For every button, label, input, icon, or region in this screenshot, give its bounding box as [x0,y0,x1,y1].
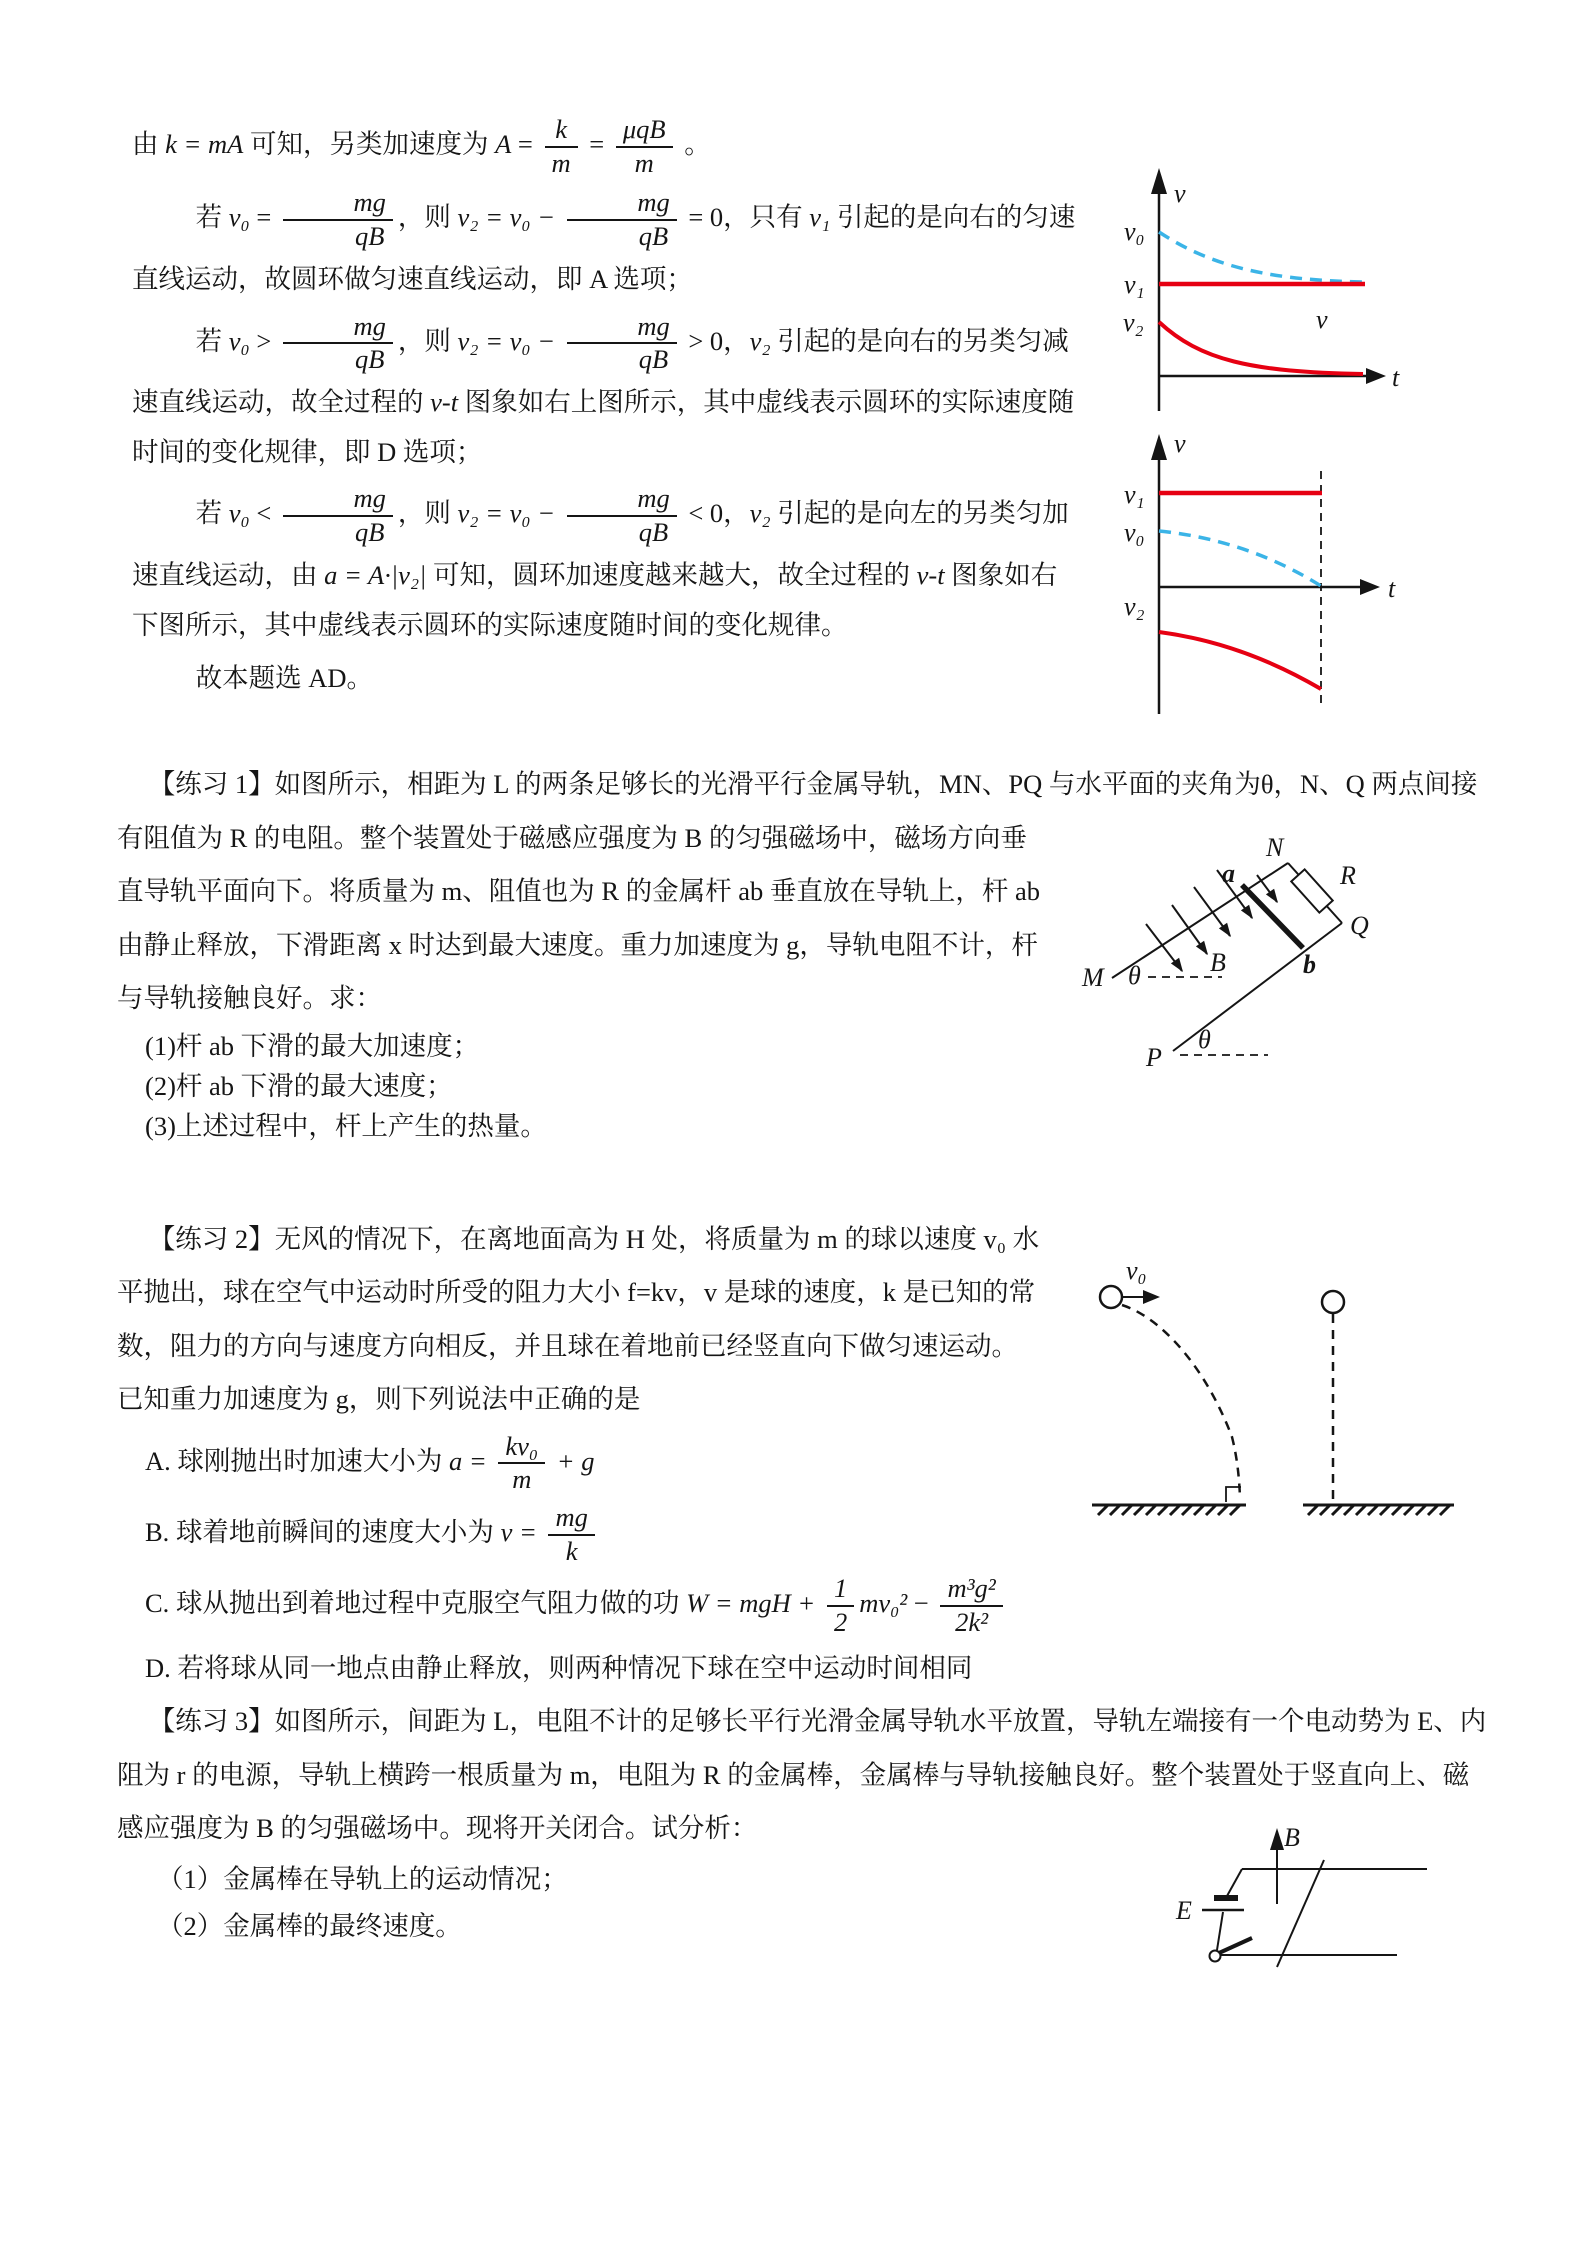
math: a = A·|v₂| [324,559,427,590]
exercise-3-heading: 【练习 3】 [148,1706,275,1737]
math: v₀ [228,325,250,356]
math: = [582,128,611,159]
text: 无风的情况下，在离地面高为 H 处，将质量为 m 的球以速度 v₀ 水平抛出，球在空气中运动时所受的阻力大小 f=kv，v 是球的速度，k 是已知的常数，阻力的方向与速度方向相反，并且球在着地前已经竖直向下做匀速运动。已知重力加速度为 g，则下列说法中正确的是 [117,1223,1040,1415]
ball-thrown [1100,1286,1122,1308]
text: B. [145,1516,176,1547]
ground-left [1092,1505,1246,1515]
text: < 0， [681,498,750,529]
label-B: B [1284,1823,1300,1853]
v0-arrowhead [1143,1290,1160,1304]
text: 若 [195,498,229,529]
math: = [511,128,540,159]
label-B: B [1210,947,1226,977]
text: 由 [132,128,166,159]
text: 球从抛出到着地过程中克服空气阻力做的功 [175,1588,687,1619]
fraction: $\frac{\text{kv₀}}{m}$ [498,1429,545,1498]
math: − [907,1588,936,1619]
fraction: $\frac{mg}{qB}$ [283,481,393,550]
v1-tick-label: v₁ [1124,270,1145,299]
math: v₂ = v₀ − [457,202,562,233]
label-b: b [1303,949,1316,979]
v0-tick-label: v₀ [1124,518,1145,547]
math: v₂ = v₀ − [457,498,562,529]
math: v₂ = v₀ − [457,325,562,356]
vt-graph-figures [1095,114,1495,724]
dashed-actual-velocity-curve [1159,531,1321,586]
math: > [249,325,278,356]
math: + g [550,1445,595,1476]
text: Q 两点间接有阻值为 R 的电阻。整个装置处于磁感应强度为 B 的匀强磁场中，磁场方向垂直导轨平面向下。将质量为 m、阻值也为 R 的金属杆 ab 垂直放在导轨上，杆 ab 由静止释放，下滑距离 x 时达到最大速度。重力加速度为 g，导轨电阻不计，杆与导轨接触良好。求： [117,769,1478,1014]
text: 如图所示，间距为 L，电阻不计的足够长平行光滑金属导轨水平放置，导轨左端接有一个电动势为 E、内阻为 r 的电源，导轨上横跨一根质量为 m，电阻为 R 的金属棒，金属棒与导轨接触良好。 [117,1706,1487,1790]
math: v₂ [749,498,771,529]
text: 图象如右上图所示，其中虚线表示圆环的实际速度随时间的变化规律，即 D 选项； [132,386,1075,467]
fraction: $\frac{mg}{k}$ [548,1500,594,1569]
exercise-3 [117,1695,1495,1951]
fraction: $\frac{\text{μqB}}{m}$ [616,112,673,181]
label-theta-P: θ [1198,1024,1211,1054]
y-axis-label: v [1174,179,1186,208]
label-M: M [1082,962,1104,992]
label-R: R [1340,860,1356,890]
fraction: $\frac{mg}{qB}$ [567,309,677,378]
text: 球刚抛出时加速大小为 [177,1445,450,1476]
label-Q: Q [1350,910,1369,940]
v2-tick-label: v₂ [1124,592,1145,621]
math: v₀ [228,202,250,233]
label-N: N [1266,832,1284,862]
circuit-figure [1125,1806,1495,1996]
text: > 0， [681,325,750,356]
text: D. [145,1652,178,1683]
exercise-1 [117,758,1495,1146]
text: 若 [195,325,229,356]
math: = [249,202,278,233]
text: 可知，另类加速度为 [243,128,496,159]
exercise-2-body [117,1213,1495,1427]
resistor-R [1291,869,1332,912]
text: C. [145,1588,176,1619]
vt-graph-top [1100,114,1495,414]
fraction: $\frac{mg}{qB}$ [567,481,677,550]
question-2: （2）金属棒的最终速度。 [157,1911,462,1942]
battery-branch [1202,1869,1244,1950]
text: 引起的是向左的另类匀加速直线运动，由 [132,498,1069,590]
inclined-rails-figure [1055,818,1495,1088]
ground-right [1303,1505,1454,1515]
text: 引起的是向右的匀速直线运动，故圆环做匀速直线运动，即 A 选项； [132,202,1076,294]
math: a = [449,1445,494,1476]
b-field-arrowhead [1270,1828,1284,1850]
v2-tick-label: v₂ [1123,308,1144,337]
text: 引起的是向右的另类匀减速直线运动，故全过程的 [132,325,1069,417]
question-1: （1）金属棒在导轨上的运动情况； [157,1863,568,1894]
fraction: $\frac{mg}{qB}$ [567,185,677,254]
math: k = mA [165,128,244,159]
x-axis-label: t [1388,574,1396,603]
label-theta-M: θ [1128,960,1141,990]
v1-tick-label: v₁ [1124,480,1145,509]
trajectory-dashed [1122,1305,1240,1497]
math: v-t [916,559,945,590]
label-E: E [1176,1896,1192,1926]
ball-dropped [1322,1291,1344,1313]
label-P: P [1146,1042,1162,1072]
v2-decay-curve [1159,322,1363,374]
math: v-t [430,386,459,417]
math: A [495,128,512,159]
text: 故本题选 AD。 [195,663,373,694]
question-1: (1)杆 ab 下滑的最大加速度； [145,1030,480,1061]
text: 整个装置处于竖直向上、磁感应强度为 B 的匀强磁场中。现将开关闭合。试分析： [117,1759,1470,1844]
projectile-figure [1055,1217,1495,1517]
label-v0: v₀ [1126,1255,1147,1285]
v2-accelerating-curve [1159,632,1321,689]
math: v = [500,1516,544,1547]
math: W = mgH + [686,1588,822,1619]
axes [1151,434,1380,714]
text: 。 [677,128,711,159]
exercise-2 [117,1213,1495,1693]
math: v₀ [228,498,250,529]
solution-section [132,112,1495,704]
text: 如图所示，相距为 L 的两条足够长的光滑平行金属导轨，MN、PQ 与水平面的夹角为θ，N、 [274,769,1346,800]
exercise-1-heading: 【练习 1】 [148,769,275,800]
math: < [249,498,278,529]
text: 图象如右下图所示，其中虚线表示圆环的实际速度随时间的变化规律。 [132,559,1058,640]
switch [1210,1938,1253,1962]
text: 可知，圆环加速度越来越大，故全过程的 [426,559,917,590]
x-axis-label: t [1392,363,1400,392]
fraction: $\frac{1}{2}$ [827,1571,854,1640]
math: v₂ [749,325,771,356]
metal-rod [1277,1860,1324,1967]
text: A. [145,1445,178,1476]
text: ，则 [397,202,458,233]
y-axis-label: v [1174,429,1186,458]
math: v₁ [809,202,831,233]
text: 若将球从同一地点由静止释放，则两种情况下球在空中运动时间相同 [177,1652,973,1683]
math: mv₀² [859,1588,908,1619]
label-a: a [1222,858,1235,888]
fraction: $\frac{k}{m}$ [545,112,578,181]
option-D [145,1643,1495,1693]
v0-tick-label: v₀ [1124,217,1145,246]
rails [1220,1869,1427,1955]
stray-v-label: v [1316,305,1328,334]
fraction: $\frac{mg}{qB}$ [283,185,393,254]
question-3: (3)上述过程中，杆上产生的热量。 [145,1111,547,1142]
exercise-2-heading: 【练习 2】 [148,1223,275,1254]
vt-graph-bottom [1100,414,1495,724]
text: 若 [195,202,229,233]
text: ，则 [397,325,458,356]
text: 球着地前瞬间的速度大小为 [175,1516,501,1547]
fraction: $\frac{mg}{qB}$ [283,309,393,378]
text: = 0，只有 [681,202,810,233]
option-C [145,1571,1495,1640]
fraction: $\frac{\text{m³g²}}{\text{2k²}}$ [940,1571,1002,1640]
dashed-actual-velocity-curve [1159,232,1363,282]
question-2: (2)杆 ab 下滑的最大速度； [145,1071,453,1102]
text: ，则 [397,498,458,529]
